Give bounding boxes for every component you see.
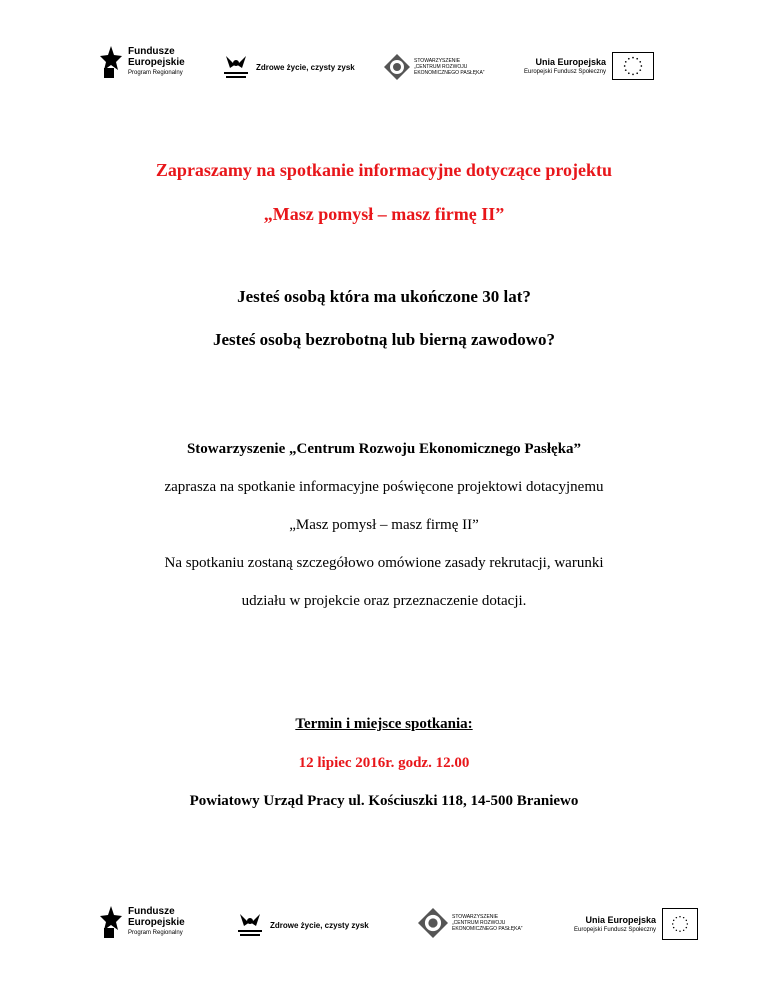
fundusze-line3: Program Regionalny xyxy=(128,930,183,937)
fundusze-line3: Program Regionalny xyxy=(128,70,183,77)
warmia-mazury-icon xyxy=(222,54,250,80)
warmia-slogan: Zdrowe życie, czysty zysk xyxy=(256,62,355,72)
ue-subtitle: Europejski Fundusz Społeczny xyxy=(524,69,607,75)
eu-flag-icon xyxy=(612,52,654,80)
fundusze-europejskie-logo xyxy=(100,906,185,938)
fundusze-line2: Europejskie xyxy=(128,56,185,68)
warmia-mazury-logo xyxy=(236,912,369,938)
question-age: Jesteś osobą która ma ukończone 30 lat? xyxy=(237,287,531,306)
crep-line1: STOWARZYSZENIE xyxy=(414,58,461,64)
crep-line2: „CENTRUM ROZWOJU xyxy=(452,920,506,926)
logo-bar-bottom xyxy=(0,898,768,958)
project-name-heading: „Masz pomysł – masz firmę II” xyxy=(263,204,505,224)
fundusze-line2: Europejskie xyxy=(128,916,185,928)
unia-europejska-logo xyxy=(574,908,698,940)
crep-badge-icon xyxy=(418,908,448,938)
crep-logo xyxy=(418,908,522,938)
unia-europejska-logo xyxy=(524,52,654,80)
crep-line3: EKONOMICZNEGO PASŁĘKA” xyxy=(414,70,485,76)
fundusze-line1: Fundusze xyxy=(128,906,175,918)
ue-subtitle: Europejski Fundusz Społeczny xyxy=(574,927,657,933)
details-text-line2: udziału w projekcie oraz przeznaczenie dotacji. xyxy=(241,593,527,609)
meeting-heading: Termin i miejsce spotkania: xyxy=(295,716,473,732)
fundusze-star-icon xyxy=(100,906,122,938)
logo-bar-top xyxy=(0,38,768,98)
warmia-mazury-logo xyxy=(222,54,355,80)
ue-title: Unia Europejska xyxy=(535,57,607,67)
invitation-text: zaprasza na spotkanie informacyjne poświęcone projektowi dotacyjnemu xyxy=(164,479,604,495)
invite-heading: Zapraszamy na spotkanie informacyjne dotyczące projektu xyxy=(155,160,613,180)
organization-name: Stowarzyszenie „Centrum Rozwoju Ekonomicznego Pasłęka” xyxy=(186,441,582,457)
warmia-mazury-icon xyxy=(236,912,264,938)
project-title-text: „Masz pomysł – masz firmę II” xyxy=(289,517,479,533)
warmia-slogan: Zdrowe życie, czysty zysk xyxy=(270,920,369,930)
crep-badge-icon xyxy=(384,54,410,80)
eu-flag-icon xyxy=(662,908,698,940)
crep-line2: „CENTRUM ROZWOJU xyxy=(414,64,468,70)
meeting-place: Powiatowy Urząd Pracy ul. Kościuszki 118, 14-500 Braniewo xyxy=(189,793,579,809)
question-unemployed: Jesteś osobą bezrobotną lub bierną zawodowo? xyxy=(212,330,556,349)
details-text-line1: Na spotkaniu zostaną szczegółowo omówione zasady rekrutacji, warunki xyxy=(164,555,604,571)
crep-line1: STOWARZYSZENIE xyxy=(452,914,499,920)
fundusze-line1: Fundusze xyxy=(128,46,175,58)
ue-title: Unia Europejska xyxy=(585,915,657,925)
fundusze-star-icon xyxy=(100,46,122,78)
fundusze-europejskie-logo xyxy=(100,46,185,78)
crep-logo xyxy=(384,54,484,80)
crep-line3: EKONOMICZNEGO PASŁĘKA” xyxy=(452,926,523,932)
meeting-date: 12 lipiec 2016r. godz. 12.00 xyxy=(298,755,470,771)
